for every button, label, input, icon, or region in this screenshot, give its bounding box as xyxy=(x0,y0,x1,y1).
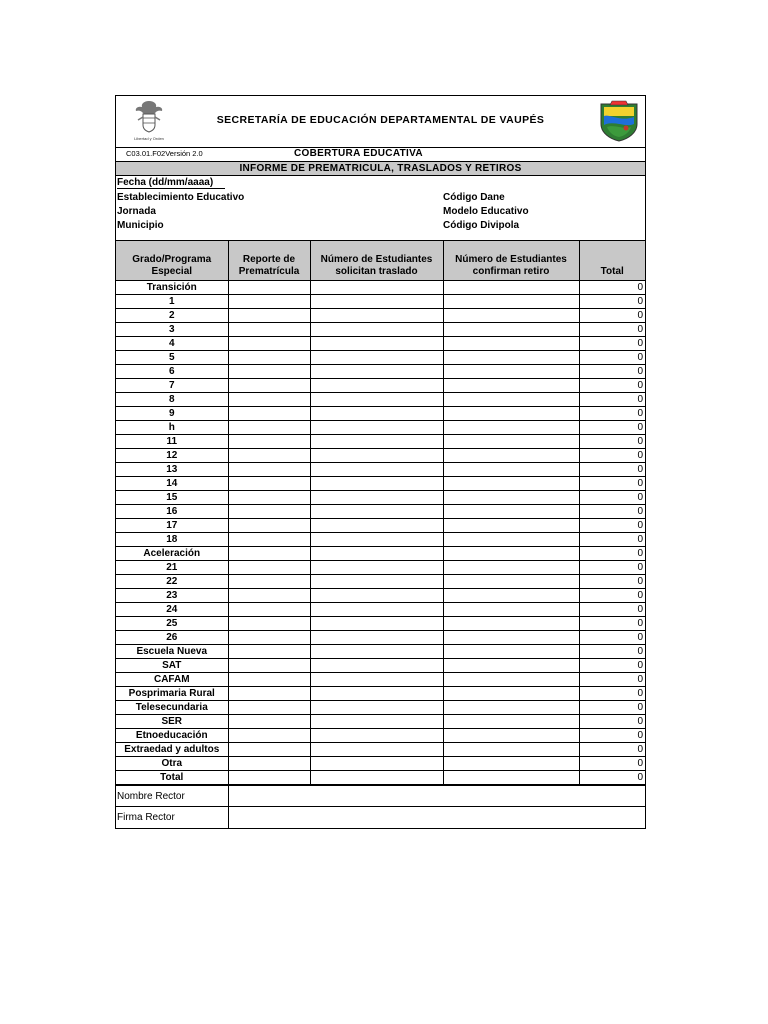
grade-cell: 18 xyxy=(116,533,228,547)
retiro-cell[interactable] xyxy=(443,743,579,757)
table-row xyxy=(116,519,645,533)
traslado-cell[interactable] xyxy=(310,463,443,477)
table-row xyxy=(116,575,645,589)
traslado-cell[interactable] xyxy=(310,309,443,323)
table-row xyxy=(116,449,645,463)
traslado-cell[interactable] xyxy=(310,421,443,435)
retiro-cell[interactable] xyxy=(443,407,579,421)
prematricula-cell[interactable] xyxy=(228,309,310,323)
total-cell: 0 xyxy=(579,533,645,547)
total-cell: 0 xyxy=(579,379,645,393)
retiro-cell[interactable] xyxy=(443,449,579,463)
establecimiento-label: Establecimiento Educativo xyxy=(117,192,245,203)
retiro-cell[interactable] xyxy=(443,477,579,491)
table-row xyxy=(116,547,645,561)
table-row xyxy=(116,771,645,785)
retiro-cell[interactable] xyxy=(443,547,579,561)
header-prematricula: Reporte de Prematrícula xyxy=(228,241,310,281)
table-row xyxy=(116,491,645,505)
retiro-cell[interactable] xyxy=(443,771,579,785)
retiro-cell[interactable] xyxy=(443,603,579,617)
traslado-cell[interactable] xyxy=(310,659,443,673)
prematricula-cell[interactable] xyxy=(228,491,310,505)
table-row xyxy=(116,337,645,351)
header-grado: Grado/Programa Especial xyxy=(116,241,228,281)
retiro-cell[interactable] xyxy=(443,617,579,631)
traslado-cell[interactable] xyxy=(310,673,443,687)
prematricula-cell[interactable] xyxy=(228,617,310,631)
table-row xyxy=(116,687,645,701)
nombre-rector-field[interactable] xyxy=(228,786,645,807)
retiro-cell[interactable] xyxy=(443,365,579,379)
table-row xyxy=(116,309,645,323)
grade-cell: Otra xyxy=(116,757,228,771)
retiro-cell[interactable] xyxy=(443,323,579,337)
table-header-row xyxy=(116,241,645,281)
traslado-cell[interactable] xyxy=(310,351,443,365)
grade-cell: Posprimaria Rural xyxy=(116,687,228,701)
total-cell: 0 xyxy=(579,393,645,407)
retiro-cell[interactable] xyxy=(443,463,579,477)
traslado-cell[interactable] xyxy=(310,757,443,771)
total-cell: 0 xyxy=(579,743,645,757)
crest-caption: Libertad y Orden xyxy=(134,136,164,141)
table-row xyxy=(116,477,645,491)
table-row xyxy=(116,645,645,659)
vaupes-department-seal-icon xyxy=(598,100,640,142)
grade-cell: 21 xyxy=(116,561,228,575)
prematricula-cell[interactable] xyxy=(228,645,310,659)
grade-cell: Telesecundaria xyxy=(116,701,228,715)
nombre-rector-row xyxy=(116,786,645,807)
traslado-cell[interactable] xyxy=(310,449,443,463)
grade-cell: 7 xyxy=(116,379,228,393)
prematricula-cell[interactable] xyxy=(228,561,310,575)
prematricula-cell[interactable] xyxy=(228,771,310,785)
document-title: SECRETARÍA DE EDUCACIÓN DEPARTAMENTAL DE VAUPÉS xyxy=(216,114,545,126)
grade-cell: 3 xyxy=(116,323,228,337)
traslado-cell[interactable] xyxy=(310,435,443,449)
retiro-cell[interactable] xyxy=(443,505,579,519)
firma-rector-label: Firma Rector xyxy=(116,807,228,829)
prematricula-cell[interactable] xyxy=(228,337,310,351)
total-cell: 0 xyxy=(579,407,645,421)
retiro-cell[interactable] xyxy=(443,701,579,715)
prematricula-cell[interactable] xyxy=(228,631,310,645)
total-cell: 0 xyxy=(579,365,645,379)
prematricula-cell[interactable] xyxy=(228,743,310,757)
prematricula-cell[interactable] xyxy=(228,365,310,379)
retiro-cell[interactable] xyxy=(443,757,579,771)
total-cell: 0 xyxy=(579,757,645,771)
prematricula-cell[interactable] xyxy=(228,729,310,743)
total-cell: 0 xyxy=(579,631,645,645)
traslado-cell[interactable] xyxy=(310,323,443,337)
table-row xyxy=(116,281,645,295)
total-cell: 0 xyxy=(579,281,645,295)
table-row xyxy=(116,673,645,687)
table-row xyxy=(116,589,645,603)
table-row xyxy=(116,407,645,421)
traslado-cell[interactable] xyxy=(310,575,443,589)
table-row xyxy=(116,617,645,631)
traslado-cell[interactable] xyxy=(310,365,443,379)
total-cell: 0 xyxy=(579,337,645,351)
table-row xyxy=(116,421,645,435)
table-row xyxy=(116,631,645,645)
retiro-cell[interactable] xyxy=(443,309,579,323)
prematricula-cell[interactable] xyxy=(228,477,310,491)
jornada-label: Jornada xyxy=(117,206,156,217)
table-row xyxy=(116,365,645,379)
retiro-cell[interactable] xyxy=(443,281,579,295)
municipio-label: Municipio xyxy=(117,220,164,231)
traslado-cell[interactable] xyxy=(310,393,443,407)
grade-cell: CAFAM xyxy=(116,673,228,687)
traslado-cell[interactable] xyxy=(310,533,443,547)
grade-cell: 22 xyxy=(116,575,228,589)
prematricula-cell[interactable] xyxy=(228,351,310,365)
informe-title: INFORME DE PREMATRICULA, TRASLADOS Y RETIROS xyxy=(116,162,645,176)
prematricula-cell[interactable] xyxy=(228,589,310,603)
grade-cell: 5 xyxy=(116,351,228,365)
traslado-cell[interactable] xyxy=(310,295,443,309)
grade-cell: 17 xyxy=(116,519,228,533)
firma-rector-row xyxy=(116,807,645,829)
traslado-cell[interactable] xyxy=(310,687,443,701)
grade-cell: 11 xyxy=(116,435,228,449)
traslado-cell[interactable] xyxy=(310,547,443,561)
signature-table xyxy=(116,785,645,828)
prematricula-cell[interactable] xyxy=(228,463,310,477)
retiro-cell[interactable] xyxy=(443,393,579,407)
table-row xyxy=(116,757,645,771)
grade-cell: 2 xyxy=(116,309,228,323)
table-row xyxy=(116,701,645,715)
grade-cell: 13 xyxy=(116,463,228,477)
total-cell: 0 xyxy=(579,715,645,729)
table-row xyxy=(116,561,645,575)
grade-cell: SER xyxy=(116,715,228,729)
codigo-divipola-label: Código Divipola xyxy=(443,220,520,231)
table-row xyxy=(116,715,645,729)
prematricula-cell[interactable] xyxy=(228,603,310,617)
traslado-cell[interactable] xyxy=(310,589,443,603)
grade-cell: 15 xyxy=(116,491,228,505)
total-cell: 0 xyxy=(579,491,645,505)
total-cell: 0 xyxy=(579,617,645,631)
total-cell: 0 xyxy=(579,659,645,673)
retiro-cell[interactable] xyxy=(443,379,579,393)
total-cell: 0 xyxy=(579,701,645,715)
prematricula-cell[interactable] xyxy=(228,547,310,561)
grade-cell: 6 xyxy=(116,365,228,379)
header-total: Total xyxy=(579,241,645,281)
grade-table xyxy=(116,241,645,785)
header-traslado: Número de Estudiantes solicitan traslado xyxy=(310,241,443,281)
total-cell: 0 xyxy=(579,309,645,323)
total-cell: 0 xyxy=(579,771,645,785)
table-row xyxy=(116,379,645,393)
firma-rector-field[interactable] xyxy=(228,807,645,829)
prematricula-cell[interactable] xyxy=(228,701,310,715)
traslado-cell[interactable] xyxy=(310,505,443,519)
grade-cell: 14 xyxy=(116,477,228,491)
table-row xyxy=(116,743,645,757)
cobertura-title: COBERTURA EDUCATIVA xyxy=(294,148,423,159)
total-cell: 0 xyxy=(579,477,645,491)
total-cell: 0 xyxy=(579,729,645,743)
prematricula-cell[interactable] xyxy=(228,505,310,519)
grade-cell: 1 xyxy=(116,295,228,309)
grade-cell: 26 xyxy=(116,631,228,645)
grade-cell: Aceleración xyxy=(116,547,228,561)
table-row xyxy=(116,463,645,477)
traslado-cell[interactable] xyxy=(310,715,443,729)
prematricula-cell[interactable] xyxy=(228,659,310,673)
total-cell: 0 xyxy=(579,645,645,659)
prematricula-cell[interactable] xyxy=(228,519,310,533)
prematricula-cell[interactable] xyxy=(228,715,310,729)
retiro-cell[interactable] xyxy=(443,659,579,673)
total-cell: 0 xyxy=(579,421,645,435)
traslado-cell[interactable] xyxy=(310,631,443,645)
info-section xyxy=(116,176,645,241)
grade-cell: 12 xyxy=(116,449,228,463)
total-cell: 0 xyxy=(579,323,645,337)
header-retiro: Número de Estudiantes confirman retiro xyxy=(443,241,579,281)
table-row xyxy=(116,729,645,743)
total-cell: 0 xyxy=(579,519,645,533)
modelo-educativo-label: Modelo Educativo xyxy=(443,206,529,217)
table-row xyxy=(116,393,645,407)
retiro-cell[interactable] xyxy=(443,491,579,505)
total-cell: 0 xyxy=(579,673,645,687)
retiro-cell[interactable] xyxy=(443,435,579,449)
retiro-cell[interactable] xyxy=(443,295,579,309)
prematricula-cell[interactable] xyxy=(228,575,310,589)
prematricula-cell[interactable] xyxy=(228,421,310,435)
retiro-cell[interactable] xyxy=(443,729,579,743)
colombia-coat-of-arms-icon xyxy=(130,98,168,142)
grade-cell: 9 xyxy=(116,407,228,421)
traslado-cell[interactable] xyxy=(310,477,443,491)
grade-cell: 16 xyxy=(116,505,228,519)
prematricula-cell[interactable] xyxy=(228,687,310,701)
fecha-label: Fecha (dd/mm/aaaa) xyxy=(117,177,225,189)
grade-cell: h xyxy=(116,421,228,435)
prematricula-cell[interactable] xyxy=(228,673,310,687)
traslado-cell[interactable] xyxy=(310,407,443,421)
total-cell: 0 xyxy=(579,603,645,617)
prematricula-cell[interactable] xyxy=(228,449,310,463)
prematricula-form xyxy=(115,95,646,829)
traslado-cell[interactable] xyxy=(310,491,443,505)
grade-cell: Transición xyxy=(116,281,228,295)
traslado-cell[interactable] xyxy=(310,729,443,743)
traslado-cell[interactable] xyxy=(310,281,443,295)
traslado-cell[interactable] xyxy=(310,771,443,785)
total-cell: 0 xyxy=(579,295,645,309)
table-row xyxy=(116,505,645,519)
table-row xyxy=(116,533,645,547)
grade-cell: 23 xyxy=(116,589,228,603)
prematricula-cell[interactable] xyxy=(228,533,310,547)
table-row xyxy=(116,295,645,309)
retiro-cell[interactable] xyxy=(443,575,579,589)
codigo-dane-label: Código Dane xyxy=(443,192,505,203)
table-row xyxy=(116,323,645,337)
prematricula-cell[interactable] xyxy=(228,281,310,295)
prematricula-cell[interactable] xyxy=(228,435,310,449)
traslado-cell[interactable] xyxy=(310,561,443,575)
prematricula-cell[interactable] xyxy=(228,323,310,337)
prematricula-cell[interactable] xyxy=(228,757,310,771)
total-cell: 0 xyxy=(579,449,645,463)
grade-cell: 4 xyxy=(116,337,228,351)
traslado-cell[interactable] xyxy=(310,603,443,617)
total-cell: 0 xyxy=(579,589,645,603)
grade-cell: SAT xyxy=(116,659,228,673)
total-cell: 0 xyxy=(579,351,645,365)
retiro-cell[interactable] xyxy=(443,519,579,533)
prematricula-cell[interactable] xyxy=(228,393,310,407)
retiro-cell[interactable] xyxy=(443,589,579,603)
grade-cell: 24 xyxy=(116,603,228,617)
total-cell: 0 xyxy=(579,463,645,477)
prematricula-cell[interactable] xyxy=(228,379,310,393)
form-header xyxy=(116,96,645,148)
retiro-cell[interactable] xyxy=(443,421,579,435)
grade-cell: Escuela Nueva xyxy=(116,645,228,659)
retiro-cell[interactable] xyxy=(443,631,579,645)
traslado-cell[interactable] xyxy=(310,645,443,659)
total-cell: 0 xyxy=(579,547,645,561)
form-code: C03.01.F02Versión 2.0 xyxy=(126,149,203,158)
table-row xyxy=(116,435,645,449)
traslado-cell[interactable] xyxy=(310,617,443,631)
prematricula-cell[interactable] xyxy=(228,407,310,421)
prematricula-cell[interactable] xyxy=(228,295,310,309)
retiro-cell[interactable] xyxy=(443,673,579,687)
retiro-cell[interactable] xyxy=(443,351,579,365)
traslado-cell[interactable] xyxy=(310,743,443,757)
total-cell: 0 xyxy=(579,687,645,701)
total-cell: 0 xyxy=(579,575,645,589)
form-code-row xyxy=(116,148,645,162)
traslado-cell[interactable] xyxy=(310,519,443,533)
table-row xyxy=(116,603,645,617)
traslado-cell[interactable] xyxy=(310,701,443,715)
traslado-cell[interactable] xyxy=(310,337,443,351)
grade-cell: Total xyxy=(116,771,228,785)
grade-cell: Etnoeducación xyxy=(116,729,228,743)
total-cell: 0 xyxy=(579,505,645,519)
retiro-cell[interactable] xyxy=(443,715,579,729)
table-row xyxy=(116,351,645,365)
grade-cell: 8 xyxy=(116,393,228,407)
retiro-cell[interactable] xyxy=(443,645,579,659)
table-row xyxy=(116,659,645,673)
retiro-cell[interactable] xyxy=(443,561,579,575)
retiro-cell[interactable] xyxy=(443,687,579,701)
retiro-cell[interactable] xyxy=(443,533,579,547)
traslado-cell[interactable] xyxy=(310,379,443,393)
grade-cell: Extraedad y adultos xyxy=(116,743,228,757)
total-cell: 0 xyxy=(579,435,645,449)
retiro-cell[interactable] xyxy=(443,337,579,351)
nombre-rector-label: Nombre Rector xyxy=(116,786,228,807)
total-cell: 0 xyxy=(579,561,645,575)
grade-cell: 25 xyxy=(116,617,228,631)
